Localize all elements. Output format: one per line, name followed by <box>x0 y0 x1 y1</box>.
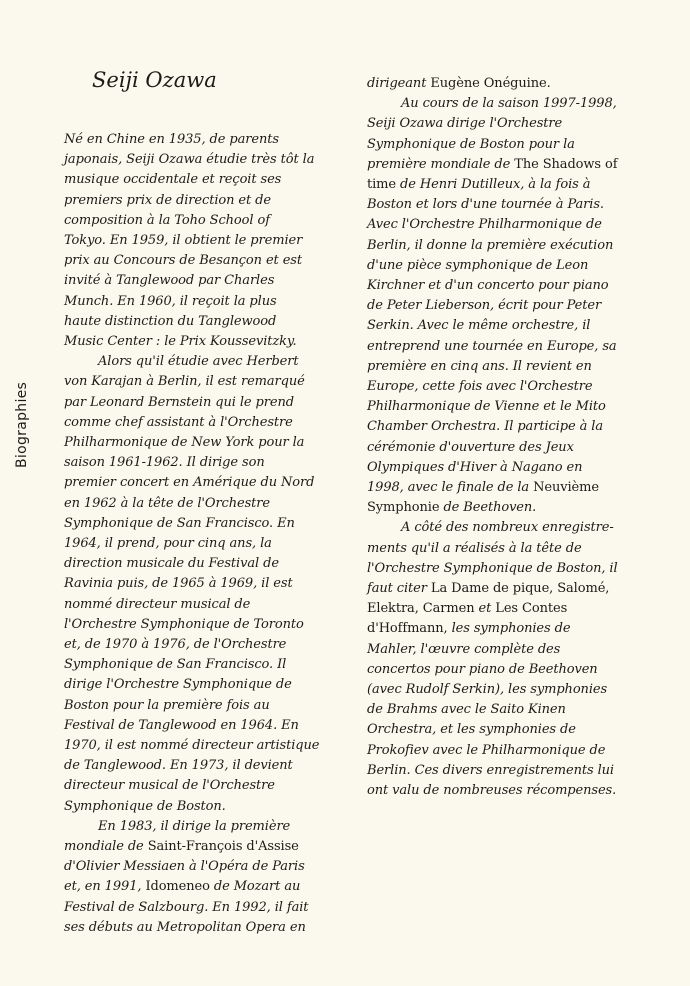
text-run: ses débuts au Metropolitan Opera en <box>64 919 306 935</box>
text-line <box>367 337 617 357</box>
section-label: Biographies <box>14 381 30 468</box>
text-run: Boston et lors d'une tournée à Paris. <box>367 197 604 213</box>
text-line <box>367 155 617 175</box>
text-line <box>367 215 602 235</box>
text-line <box>367 316 590 336</box>
text-run: saison 1961-1962. Il dirige son <box>64 455 265 471</box>
text-run: Symphonique de Boston pour la <box>367 136 575 152</box>
text-line <box>367 458 582 478</box>
text-run: La Dame de pique, Salomé, <box>430 581 610 596</box>
text-run: Au cours de la saison 1997-1998, <box>401 96 617 112</box>
text-run: entreprend une tournée en Europe, sa <box>367 338 617 354</box>
text-run: dirige l'Orchestre Symphonique de <box>64 677 292 693</box>
text-run: Alors qu'il étudie avec Herbert <box>98 354 299 370</box>
text-run: Olympiques d'Hiver à Nagano en <box>367 459 583 475</box>
text-run: haute distinction du Tanglewood <box>64 313 277 329</box>
text-line <box>367 781 616 801</box>
text-run: par Leonard Bernstein qui le prend <box>64 394 294 410</box>
text-line <box>367 114 562 134</box>
text-run: Prokofiev avec le Philharmonique de <box>367 742 606 758</box>
text-run: concertos pour piano de Beethoven <box>367 661 598 677</box>
text-line <box>367 700 566 720</box>
text-run: invité à Tanglewood par Charles <box>64 273 275 289</box>
text-run: en 1962 à la tête de l'Orchestre <box>64 495 271 511</box>
text-line <box>367 599 567 619</box>
text-run: faut citer <box>367 581 431 596</box>
text-run: mondiale de <box>64 839 148 854</box>
text-line <box>367 438 574 458</box>
text-run: Symphonique de San Francisco. En <box>64 515 295 531</box>
text-run: première en cinq ans. Il revient en <box>367 358 592 374</box>
text-run: Symphonique de San Francisco. Il <box>64 657 287 673</box>
text-line <box>367 135 575 155</box>
text-run: Festival de Tanglewood en 1964. En <box>64 717 299 733</box>
text-run: premiers prix de direction et de <box>64 192 271 208</box>
text-line <box>367 276 609 296</box>
text-run: et, en 1991, <box>64 879 146 895</box>
text-line <box>367 741 605 761</box>
text-run: prix au Concours de Besançon et est <box>64 253 302 269</box>
text-line <box>367 680 607 700</box>
text-run: Europe, cette fois avec l'Orchestre <box>367 379 593 394</box>
text-run: Mahler, l'œuvre complète des <box>367 641 561 657</box>
text-run: de Tanglewood. En 1973, il devient <box>64 758 293 774</box>
text-line <box>367 619 570 639</box>
text-line <box>367 640 560 660</box>
text-run: Seiji Ozawa dirige l'Orchestre <box>367 116 563 132</box>
text-run: Philharmonique de New York pour la <box>64 435 305 450</box>
text-line <box>367 256 588 276</box>
text-run: dirigeant <box>367 76 431 91</box>
text-line <box>367 539 582 559</box>
text-run: ments qu'il a réalisés à la tête de <box>367 540 582 556</box>
page-title: Seiji Ozawa <box>92 68 217 92</box>
text-run: Idomeneo <box>145 879 210 895</box>
text-run: Elektra, Carmen <box>367 601 475 617</box>
text-run: nommé directeur musical de <box>64 596 251 612</box>
text-run: The Shadows of <box>514 156 618 172</box>
text-run: d'Hoffmann, <box>367 621 448 637</box>
text-run: d'Olivier Messiaen à l'Opéra de Paris <box>64 859 305 875</box>
text-line <box>367 195 604 215</box>
text-line <box>367 377 593 397</box>
text-run: Kirchner et d'un concerto pour piano <box>367 278 609 293</box>
text-line <box>367 417 603 437</box>
text-run: 1970, il est nommé directeur artistique <box>64 738 320 753</box>
text-line <box>367 236 613 256</box>
text-line <box>367 175 590 195</box>
text-run: de Henri Dutilleux, à la fois à <box>396 177 591 192</box>
text-run: cérémonie d'ouverture des Jeux <box>367 439 574 455</box>
text-run: Né en Chine en 1935, de parents <box>64 132 279 147</box>
text-run: Avec l'Orchestre Philharmonique de <box>367 217 602 233</box>
text-run: directeur musical de l'Orchestre <box>64 778 275 794</box>
text-run: Berlin. Ces divers enregistrements lui <box>367 762 614 778</box>
text-line <box>367 559 618 579</box>
text-run: d'une pièce symphonique de Leon <box>367 257 589 273</box>
text-run: l'Orchestre Symphonique de Boston, il <box>367 560 618 576</box>
text-run: Boston pour la première fois au <box>64 697 270 713</box>
text-run: japonais, Seiji Ozawa étudie très tôt la <box>64 152 315 168</box>
text-run: time <box>367 177 397 192</box>
text-line <box>367 478 599 498</box>
text-run: Chamber Orchestra. Il participe à la <box>367 419 603 435</box>
text-line <box>367 660 598 680</box>
text-run: Berlin, il donne la première exécution <box>367 237 614 253</box>
text-run: ont valu de nombreuses récompenses. <box>367 783 617 798</box>
text-run: comme chef assistant à l'Orchestre <box>64 414 293 430</box>
text-run: Symphonie <box>367 500 440 516</box>
text-line <box>367 397 606 417</box>
text-run: En 1983, il dirige la première <box>98 818 291 834</box>
text-run: de Brahms avec le Saito Kinen <box>367 702 566 718</box>
text-line <box>367 720 576 740</box>
text-run: Orchestra, et les symphonies de <box>367 722 576 738</box>
text-line <box>401 94 617 114</box>
text-run: les symphonies de <box>447 621 571 637</box>
text-run: de Beethoven. <box>439 500 537 516</box>
text-line <box>367 579 609 599</box>
text-run: et, de 1970 à 1976, de l'Orchestre <box>64 637 287 652</box>
text-run: direction musicale du Festival de <box>64 556 279 572</box>
text-run: A côté des nombreux enregistre- <box>401 520 614 536</box>
text-run: et <box>474 601 496 617</box>
text-run: composition à la Toho School of <box>64 212 270 228</box>
text-run: de Mozart au <box>209 879 301 895</box>
text-run: l'Orchestre Symphonique de Toronto <box>64 616 304 632</box>
text-run: von Karajan à Berlin, il est remarqué <box>64 374 305 390</box>
text-run: Neuvième <box>533 480 599 495</box>
text-line <box>367 498 536 518</box>
text-run: Ravinia puis, de 1965 à 1969, il est <box>64 576 293 592</box>
text-run: première mondiale de <box>367 156 515 172</box>
text-run: Symphonique de Boston. <box>64 798 226 814</box>
text-run: Festival de Salzbourg. En 1992, il fait <box>64 899 309 915</box>
text-line <box>367 761 614 781</box>
text-run: musique occidentale et reçoit ses <box>64 172 282 188</box>
text-line <box>401 518 614 538</box>
text-line <box>367 357 592 377</box>
text-line <box>367 296 601 316</box>
text-run: 1998, avec le finale de la <box>367 480 534 495</box>
text-run: Les Contes <box>495 601 568 617</box>
text-run: Philharmonique de Vienne et le Mito <box>367 399 606 415</box>
text-run: Tokyo. En 1959, il obtient le premier <box>64 233 303 248</box>
text-run: Music Center : le Prix Koussevitzky. <box>64 334 297 349</box>
text-run: Saint-François d'Assise <box>147 839 299 854</box>
text-run: de Peter Lieberson, écrit pour Peter <box>367 298 602 314</box>
text-run: premier concert en Amérique du Nord <box>64 475 315 491</box>
text-line <box>367 74 551 94</box>
text-run: (avec Rudolf Serkin), les symphonies <box>367 682 608 697</box>
text-run: Serkin. Avec le même orchestre, il <box>367 318 591 334</box>
text-run: Munch. En 1960, il reçoit la plus <box>64 293 277 309</box>
text-run: Eugène Onéguine. <box>430 76 551 91</box>
text-run: 1964, il prend, pour cinq ans, la <box>64 536 272 551</box>
